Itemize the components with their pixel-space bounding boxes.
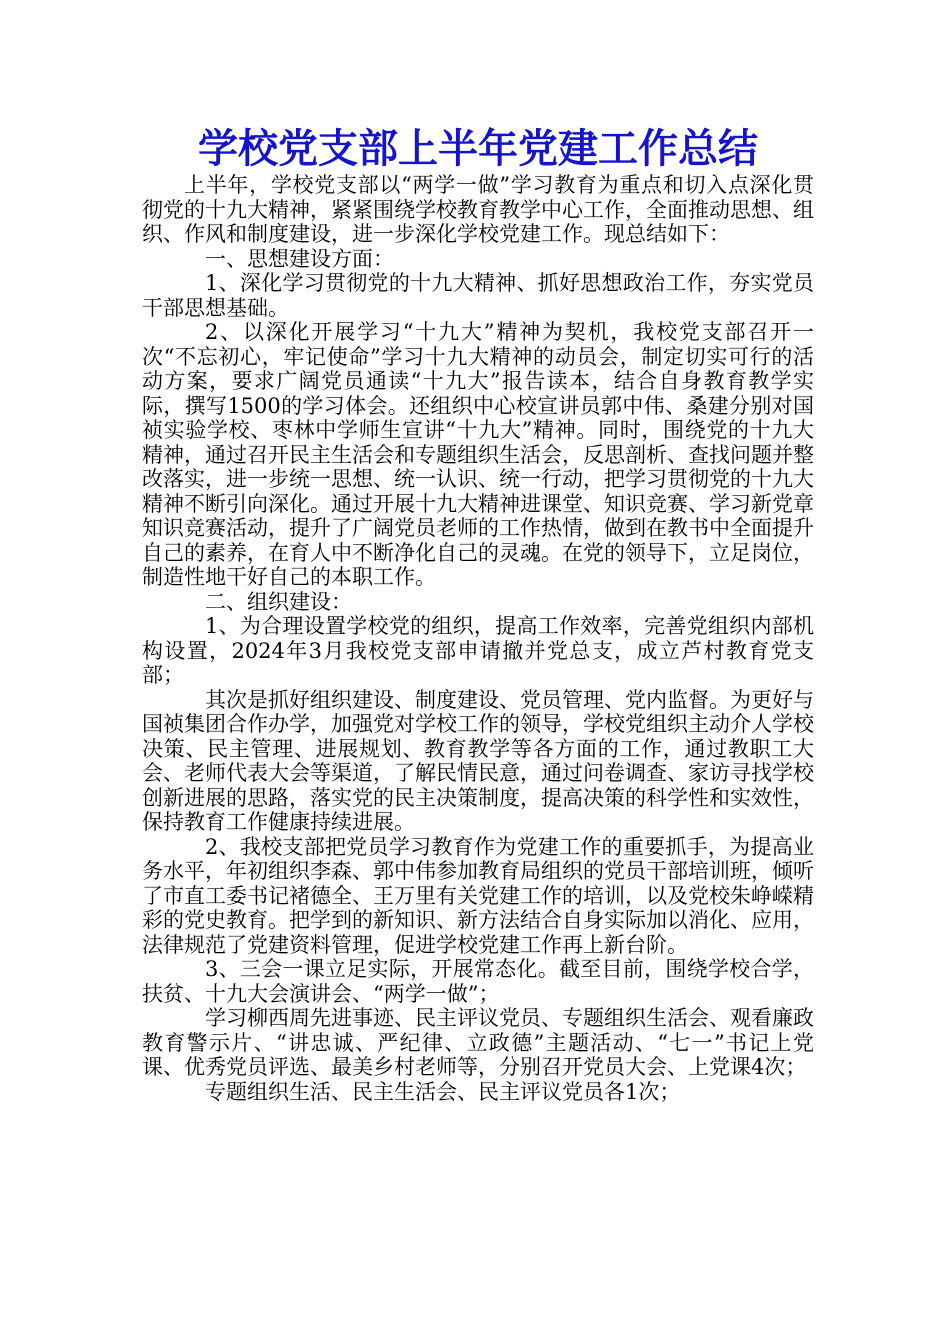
paragraph-ideology-1: 1、深化学习贯彻党的十九大精神、抓好思想政治工作，夯实党员干部思想基础。 [142,271,814,320]
paragraph-organization-3: 3、三会一课立足实际，开展常态化。截至目前，围绕学校合学，扶贫、十九大会演讲会、“两学一做”； [142,957,814,1006]
paragraph-ideology-2: 2、以深化开展学习“十九大”精神为契机，我校党支部召开一次“不忘初心，牢记使命”学习十九大精神的动员会，制定切实可行的活动方案，要求广阔党员通读“十九大”报告读本，结合自身教育教学实际，撰写1500的学习体会。还组织中心校宣讲员郭中伟、桑建分别对国祯实验学校、枣林中学师生宣讲“十九大”精神。同时，围绕党的十九大精神，通过召开民主生活会和专题组织生活会，反思剖析、查找问题并整改落实，进一步统一思想、统一认识、统一行动，把学习贯彻党的十九大精神不断引向深化。通过开展十九大精神进课堂、知识竞赛、学习新党章知识竞赛活动，提升了广阔党员老师的工作热情，做到在教书中全面提升自己的素养，在育人中不断净化自己的灵魂。在党的领导下，立足岗位，制造性地干好自己的本职工作。 [142,320,814,589]
paragraph-organization-2: 2、我校支部把党员学习教育作为党建工作的重要抓手，为提高业务水平，年初组织李森、郭中伟参加教育局组织的党员干部培训班，倾听了市直工委书记褚德全、王万里有关党建工作的培训，以及党校朱峥嵘精彩的党史教育。把学到的新知识、新方法结合自身实际加以消化、应用，法律规范了党建资料管理，促进学校党建工作再上新台阶。 [142,834,814,957]
paragraph-intro: 上半年，学校党支部以“两学一做”学习教育为重点和切入点深化贯彻党的十九大精神，紧紧围绕学校教育教学中心工作，全面推动思想、组织、作风和制度建设，进一步深化学校党建工作。现总结如下： [142,173,814,246]
document-title: 学校党支部上半年党建工作总结 [198,126,758,172]
paragraph-organization-1: 1、为合理设置学校党的组织，提高工作效率，完善党组织内部机构设置，2024年3月我校党支部申请撤并党总支，成立芦村教育党支部； [142,614,814,687]
paragraph-organization-secondly: 其次是抓好组织建设、制度建设、党员管理、党内监督。为更好与国祯集团合作办学，加强党对学校工作的领导，学校党组织主动介人学校决策、民主管理、进展规划、教育教学等各方面的工作，通过教职工大会、老师代表大会等渠道，了解民情民意，通过问卷调查、家访寻找学校创新进展的思路，落实党的民主决策制度，提高决策的科学性和实效性，保持教育工作健康持续进展。 [142,687,814,834]
section-heading-ideology: 一、思想建设方面： [205,246,394,271]
section-heading-organization: 二、组织建设： [205,589,352,614]
paragraph-special-sessions: 专题组织生活、民主生活会、民主评议党员各1次； [205,1079,681,1104]
document-page [142,125,814,1104]
paragraph-activities: 学习柳西周先进事迹、民主评议党员、专题组织生活会、观看廉政教育警示片、“讲忠诚、严纪律、立政德”主题活动、“七一”书记上党课、优秀党员评选、最美乡村老师等，分别召开党员大会、上党课4次； [142,1006,814,1079]
